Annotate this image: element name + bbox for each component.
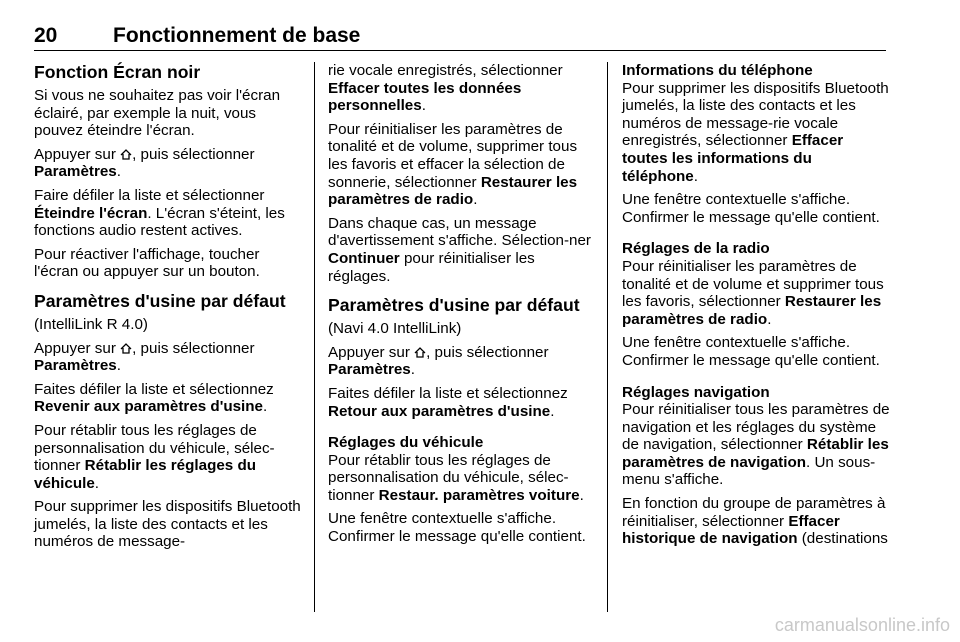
paragraph: Faites défiler la liste et sélectionnez Retour aux paramètres d'usine. <box>328 384 568 420</box>
chapter-title: Fonctionnement de base <box>113 24 361 47</box>
paragraph: En fonction du groupe de paramètres à réinitialiser, sélectionner Effacer historique de navigation (destinations <box>622 495 888 548</box>
paragraph: rie vocale enregistrés, sélectionner Effacer toutes les données personnelles. <box>328 62 563 115</box>
page-number: 20 <box>34 24 58 47</box>
paragraph: Si vous ne souhaitez pas voir l'écran éclairé, par exemple la nuit, vous pouvez éteindre l'écran. <box>34 87 281 140</box>
paragraph: Pour réactiver l'affichage, toucher l'écran ou appuyer sur un bouton. <box>34 245 260 281</box>
paragraph: Pour rétablir tous les réglages de personnalisation du véhicule, sélec-tionner Rétablir les réglages du véhicule. <box>34 421 275 492</box>
home-icon <box>414 347 426 358</box>
column-1 <box>34 62 302 557</box>
section-heading: Paramètres d'usine par défaut <box>328 295 580 316</box>
subsection-heading: Informations du téléphone <box>622 62 813 79</box>
subsection-heading: Réglages de la radio <box>622 240 770 258</box>
home-icon <box>120 149 132 160</box>
paragraph: Une fenêtre contextuelle s'affiche. Confirmer le message qu'elle contient. <box>622 334 880 369</box>
section-heading: Paramètres d'usine par défaut <box>34 290 286 311</box>
column-2 <box>328 62 596 552</box>
paragraph: Faire défiler la liste et sélectionner Éteindre l'écran. L'écran s'éteint, les fonctions audio restent actives. <box>34 186 285 240</box>
column-3 <box>622 62 890 554</box>
paragraph: Dans chaque cas, un message d'avertissement s'affiche. Sélection-ner Continuer pour réinitialiser les réglages. <box>328 214 591 285</box>
paragraph: Appuyer sur , puis sélectionner Paramètres. <box>34 145 255 181</box>
column-divider <box>314 62 315 612</box>
paragraph: Faites défiler la liste et sélectionnez Revenir aux paramètres d'usine. <box>34 380 274 416</box>
watermark: carmanualsonline.info <box>774 615 950 635</box>
paragraph: Pour réinitialiser tous les paramètres de navigation et les réglages du système de navigation, sélectionner Rétablir les paramètres de navigation. Un sous-menu s'affiche. <box>622 401 890 489</box>
paragraph: Appuyer sur , puis sélectionner Paramètres. <box>328 343 549 379</box>
paragraph: Pour supprimer les dispositifs Bluetooth jumelés, la liste des contacts et les numéros de message-rie vocale enregistrés, sélectionner Effacer toutes les informations du téléphone. <box>622 79 889 185</box>
section-heading: Fonction Écran noir <box>34 62 201 82</box>
paragraph: Pour réinitialiser les paramètres de tonalité et de volume et supprimer tous les favoris, sélectionner Restaurer les paramètres de radio. <box>622 257 884 328</box>
paragraph: Pour rétablir tous les réglages de personnalisation du véhicule, sélec-tionner Restaur. paramètres voiture. <box>328 451 584 504</box>
paragraph: Une fenêtre contextuelle s'affiche. Confirmer le message qu'elle contient. <box>328 510 586 546</box>
subsection-heading: Réglages navigation <box>622 383 770 401</box>
subsection-heading: Réglages du véhicule <box>328 434 484 452</box>
column-divider <box>607 62 608 612</box>
paragraph: (IntelliLink R 4.0) <box>34 315 148 333</box>
paragraph: Pour supprimer les dispositifs Bluetooth jumelés, la liste des contacts et les numéros de message- <box>34 498 301 551</box>
paragraph: Pour réinitialiser les paramètres de tonalité et de volume, supprimer tous les favoris et effacer la sélection de sonnerie, sélectionner Restaurer les paramètres de radio. <box>328 120 578 209</box>
paragraph: Une fenêtre contextuelle s'affiche. Confirmer le message qu'elle contient. <box>622 191 880 226</box>
home-icon <box>120 343 132 354</box>
paragraph: (Navi 4.0 IntelliLink) <box>328 320 462 338</box>
paragraph: Appuyer sur , puis sélectionner Paramètres. <box>34 339 255 375</box>
page-header <box>34 24 886 51</box>
